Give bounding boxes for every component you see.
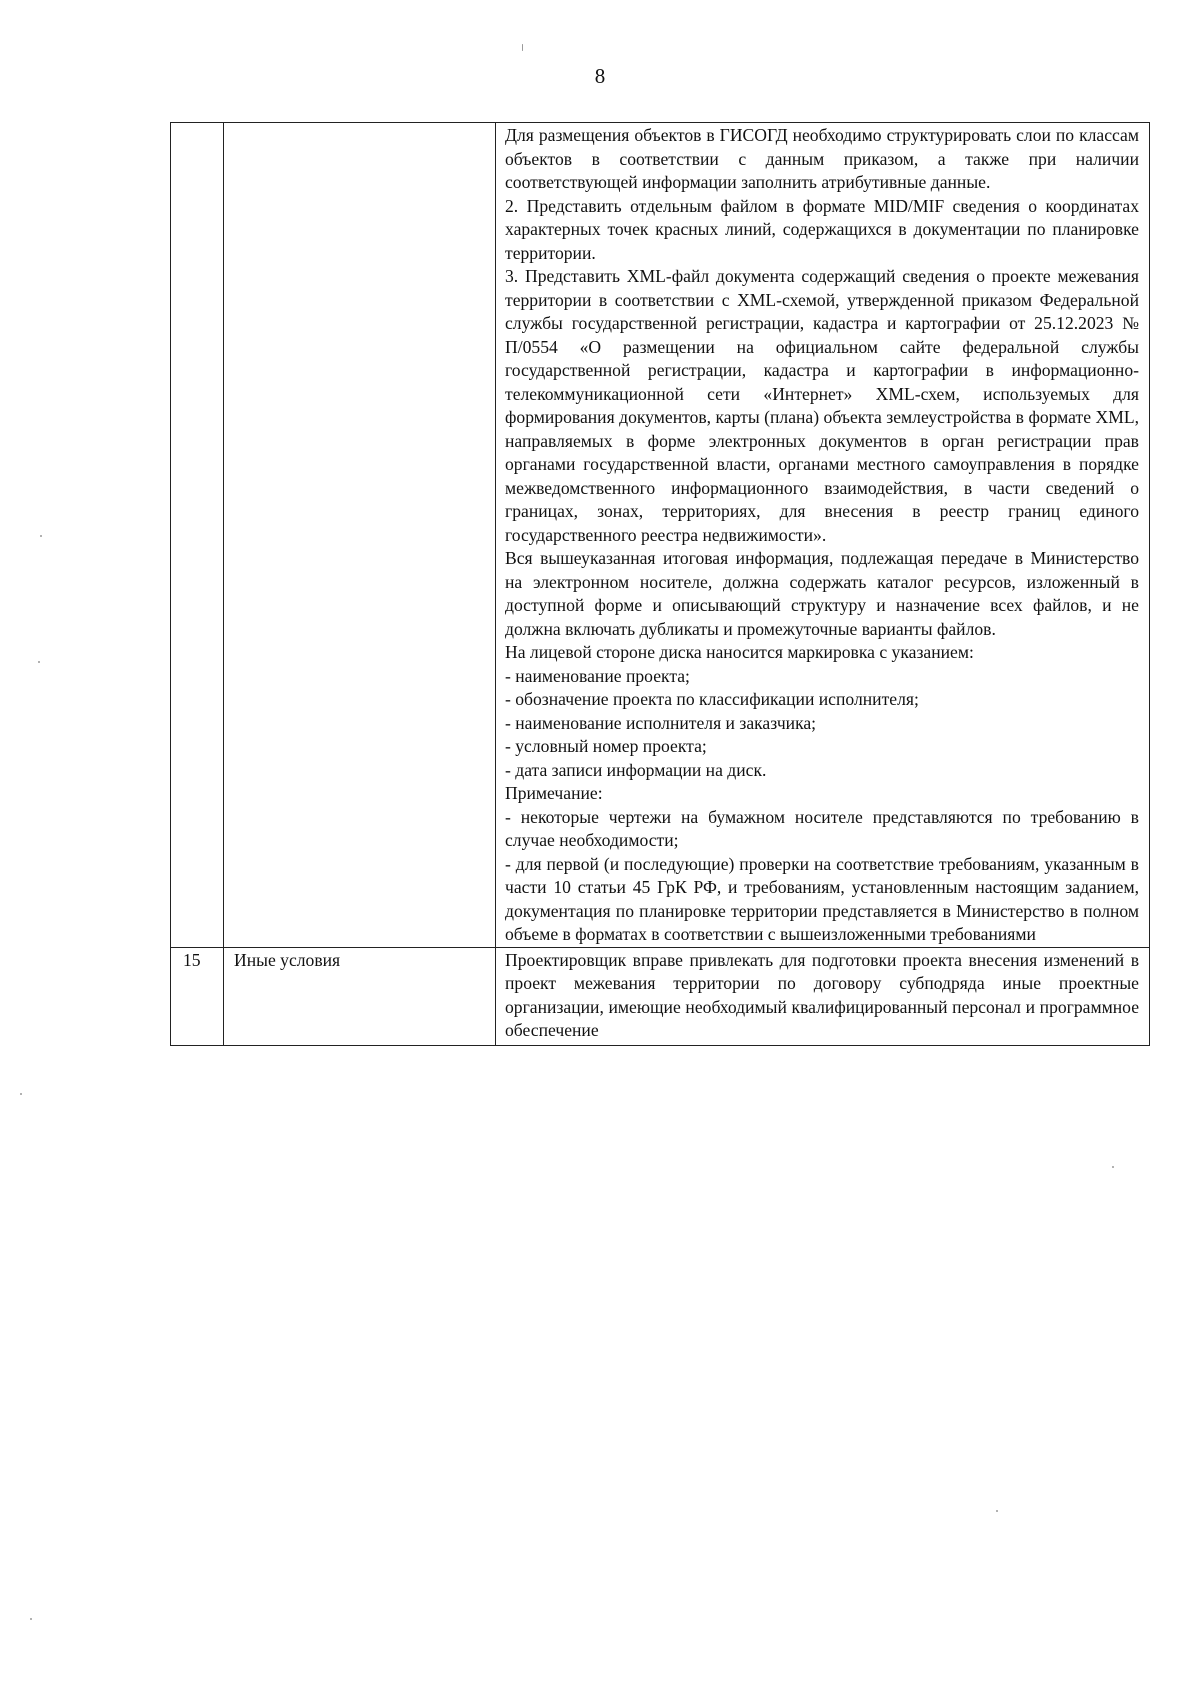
note-heading: Примечание: (505, 783, 603, 803)
list-item: - наименование проекта; (505, 665, 690, 686)
list-item: - дата записи информации на диск. (505, 759, 767, 780)
list-item: - условный номер проекта; (505, 736, 707, 756)
table-row-15 (171, 947, 1150, 1045)
row-number-cell: 15 (171, 947, 224, 1045)
paragraph-gisogd-layers: Для размещения объектов в ГИСОГД необходимо структурировать слои по классам объектов в соответствии с данным приказом, а также при наличии соответствующей информации заполнить атрибутивные данные. (505, 125, 1139, 192)
scan-speck (1112, 1166, 1114, 1168)
row-label-cell (224, 123, 496, 948)
row-content-cell: Проектировщик вправе привлекать для подготовки проекта внесения изменений в проект межевания территории по договору субподряда иные проектные организации, имеющие необходимый квалифицированный персонал и программное обеспечение (496, 947, 1150, 1045)
row-content-cell (496, 123, 1150, 948)
note-item: - некоторые чертежи на бумажном носителе представляются по требованию в случае необходимости; (505, 806, 1139, 850)
table-row-continued (171, 123, 1150, 948)
scan-speck (522, 44, 523, 51)
scan-speck (40, 535, 42, 537)
scan-speck (30, 1618, 32, 1620)
list-item: - обозначение проекта по классификации исполнителя; (505, 689, 919, 709)
paragraph-xml-file: 3. Представить XML-файл документа содержащий сведения о проекте межевания территории в соответствии с XML-схемой, утвержденной приказом Федеральной службы государственной регистрации, кадастра и картографии от 25.12.2023 № П/0554 «О размещении на официальном сайте федеральной службы государственной регистрации, кадастра и картографии в информационно-телекоммуникационной сети «Интернет» XML-схем, используемых для формирования документов, карты (плана) объекта землеустройства в формате XML, направляемых в форме электронных документов в орган регистрации прав органами государственной власти, органами местного самоуправления в порядке межведомственного информационного взаимодействия, в части сведений о границах, зонах, территориях, для внесения в реестр границ единого государственного реестра недвижимости». (505, 266, 1139, 545)
paragraph-disc-marking: На лицевой стороне диска наносится маркировка с указанием: (505, 642, 974, 662)
paragraph-mid-mif-file: 2. Представить отдельным файлом в формате MID/MIF сведения о координатах характерных точек красных линий, содержащихся в документации по планировке территории. (505, 195, 1139, 263)
note-item: - для первой (и последующие) проверки на соответствие требованиям, указанным в части 10 статьи 45 ГрК РФ, и требованиям, установленным настоящим заданием, документация по планировке территории представляется в Министерство в полном объеме в форматах в соответствии с вышеизложенными требованиями (505, 853, 1139, 944)
row-number-cell (171, 123, 224, 948)
paragraph-electronic-media: Вся вышеуказанная итоговая информация, подлежащая передаче в Министерство на электронном носителе, должна содержать каталог ресурсов, изложенный в доступной форме и описывающий структуру и назначение всех файлов, и не должна включать дубликаты и промежуточные варианты файлов. (505, 548, 1139, 639)
page-number: 8 (594, 64, 606, 88)
row-label-cell: Иные условия (224, 947, 496, 1045)
scan-speck (996, 1510, 998, 1512)
scan-speck (38, 661, 40, 663)
list-item: - наименование исполнителя и заказчика; (505, 712, 817, 733)
scan-speck (20, 1093, 22, 1095)
requirements-table (170, 122, 1150, 1046)
